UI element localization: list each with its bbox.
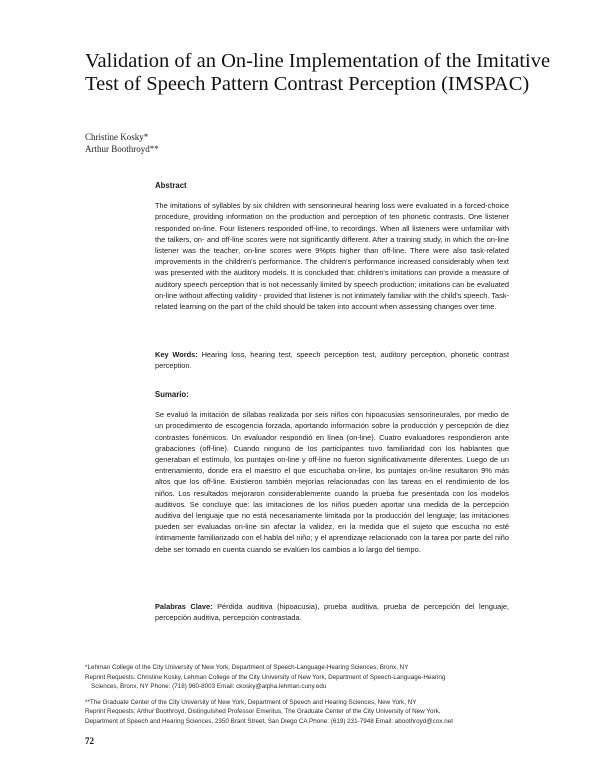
abstract-heading: Abstract	[155, 181, 187, 190]
abstract-text: The imitations of syllables by six children with sensorineural hearing loss were evaluated in a forced-choice procedure, providing information on the production and perception of ten phonetic contrasts. One listener responded on-line. Four listeners responded off-line, to recordings. When all listeners were unfamiliar with the talkers, on- and off-line scores were not significantly different. After a training study, in which the on-line listener was the teacher, on-line scores were 9%pts higher than off-line. There were also task-related improvements in the children's performance. The children's performance increased considerably when text was presented with the auditory models. It is concluded that: children's imitations can provide a measure of auditory speech perception that is not necessarily limited by speech production; imitations can be evaluated on-line without affecting validity - provided that listener is not intimately familiar with the child's speech. Task-related learning on the part of the child should be taken into account when assessing changes over time.	[155, 201, 509, 312]
author-name: Arthur Boothroyd**	[85, 144, 159, 154]
footnote-line: *Lehman College of the City University of New York, Department of Speech-Language-Hearing Sciences, Bronx, NY	[85, 664, 409, 671]
footnote	[85, 698, 515, 727]
sumario-text: Se evaluó la imitación de sílabas realizada por seis niños con hipoacusias sensorineurales, por medio de un procedimiento de escogencia forzada, aportando información sobre la producción y percepción de diez contrastes fonémicos. Un evaluador respondió en línea (on-line). Cuatro evaluadores respondieron ante grabaciones (off-line). Cuando ninguno de los participantes tuvo familiaridad con los hablantes que generaban el estímulo, los puntajes on-line y off-line no fueron significativamente diferentes. Luego de un entrenamiento, donde era el maestro el que escuchaba on-line, los puntajes on-line resultaron 9% más altos que los off-line. Existieron también mejorías relacionadas con las tareas en el rendimiento de los niños. Los resultados mejoraron considerablemente cuando la prueba fue presentada con los modelos auditivos. Se concluye que: las imitaciones de los niños pueden aportar una medida de la percepción auditiva del lenguaje que no está necesariamente limitada por la producción del lenguaje; las imitaciones pueden ser evaluadas on-line sin afectar la validez, en la medida que el sujeto que escucha no esté íntimamente familiarizado con el habla del niño; y el aprendizaje relacionado con la tarea por parte del niño debe ser tomado en cuenta cuando se evalúen los cambios a lo largo del tiempo.	[155, 410, 509, 554]
footnotes	[85, 663, 515, 732]
palabras-clave-label: Palabras Clave:	[155, 602, 213, 611]
footnote-line: Reprint Requests: Christine Kosky, Lehman College of the City University of New York, Department of Speech-Language-Hearing	[85, 673, 446, 681]
footnote	[85, 663, 515, 692]
author-name: Christine Kosky*	[85, 132, 149, 142]
keywords-text: Hearing loss, hearing test, speech perception test, auditory perception, phonetic contrast perception.	[155, 350, 509, 371]
author-list	[85, 131, 159, 155]
page-number: 72	[85, 736, 94, 746]
sumario-section	[155, 389, 509, 555]
keywords-label: Key Words:	[155, 350, 198, 359]
keywords-section	[155, 349, 509, 371]
footnote-line: Reprint Requests: Arthur Boothroyd, Distinguished Professor Emeritus, The Graduate Center of the City University of New York,	[85, 708, 441, 715]
palabras-clave-section	[155, 601, 509, 623]
footnote-line: Sciences, Bronx, NY Phone: (718) 960-8003 Email: ckosky@alpha.lehman.cuny.edu	[91, 683, 327, 690]
abstract-section	[155, 180, 509, 312]
sumario-heading: Sumario:	[155, 390, 189, 399]
footnote-line: **The Graduate Center of the City University of New York, Department of Speech and Hearing Sciences, New York, NY	[85, 698, 417, 706]
article-title: Validation of an On-line Implementation of the Imitative Test of Speech Pattern Contrast Perception (IMSPAC)	[85, 50, 551, 95]
palabras-clave-text: Pérdida auditiva (hipoacusia), prueba auditiva, prueba de percepción del lenguaje, percepción auditiva, percepción contrastada.	[155, 602, 509, 623]
footnote-line: Department of Speech and Hearing Sciences, 2350 Brant Street, San Diego CA Phone: (619) 231-7948 Email: aboothroyd@cox.net	[85, 717, 453, 725]
